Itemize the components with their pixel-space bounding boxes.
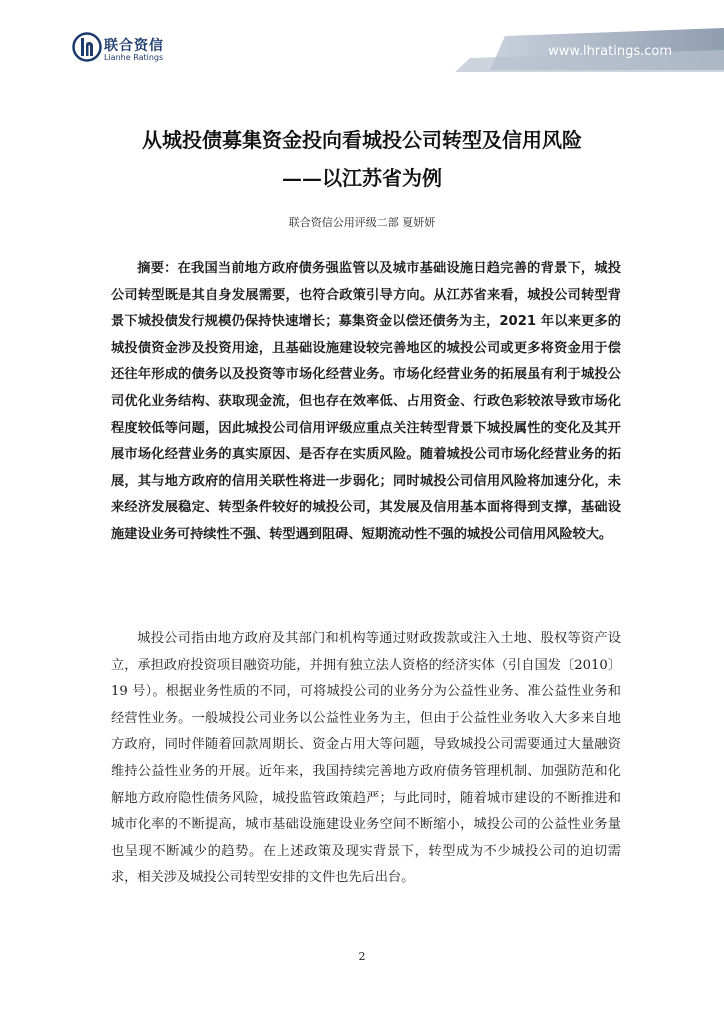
body-text: 城投公司指由地方政府及其部门和机构等通过财政拨款或注入土地、股权等资产设立，承担政府投资项目融资功能，并拥有独立法人资格的经济实体（引自国发〔2010〕19 号）。根据业务性质的不同，可将城投公司的业务分为公益性业务、准公益性业务和经营性业务。一般城投公司业务以公益性业务为主，但由于公益性业务收入大多来自地方政府，同时伴随着回款周期长、资金占用大等问题，导致城投公司需要通过大量融资维持公益性业务的开展。近年来，我国持续完善地方政府债务管理机制、加强防范和化解地方政府隐性债务风险，城投监管政策趋严；与此同时，随着城市建设的不断推进和城市化率的不断提高，城市基础设施建设业务空间不断缩小，城投公司的公益性业务量也呈现不断减少的趋势。在上述政策及现实背景下，转型成为不少城投公司的迫切需求，相关涉及城投公司转型安排的文件也先后出台。 <box>111 631 621 886</box>
page-header <box>0 0 724 80</box>
author-byline: 联合资信公用评级二部 夏妍妍 <box>288 216 436 229</box>
logo-english-name: Lianhe Ratings <box>104 53 164 62</box>
abstract-text: 摘要：在我国当前地方政府债务强监管以及城市基础设施日趋完善的背景下，城投公司转型既是其自身发展需要，也符合政策引导方向。从江苏省来看，城投公司转型背景下城投债发行规模仍保持快速增长；募集资金以偿还债务为主，2021 年以来更多的城投债资金涉及投资用途，且基础设施建设较完善地区的城投公司或更多将资金用于偿还往年形成的债务以及投资等市场化经营业务。市场化经营业务的拓展虽有利于城投公司优化业务结构、获取现金流，但也存在效率低、占用资金、行政色彩较浓导致市场化程度较低等问题，因此城投公司信用评级应重点关注转型背景下城投属性的变化及其开展市场化经营业务的真实原因、是否存在实质风险。随着城投公司市场化经营业务的拓展，其与地方政府的信用关联性将进一步弱化；同时城投公司信用风险将加速分化，未来经济发展稳定、转型条件较好的城投公司，其发展及信用基本面将得到支撑，基础设施建设业务可持续性不强、转型遇到阻碍、短期流动性不强的城投公司信用风险较大。 <box>111 261 621 542</box>
lianhe-logo-icon <box>72 32 102 62</box>
document-title: 从城投债募集资金投向看城投公司转型及信用风险 <box>142 128 582 152</box>
website-url[interactable]: www.lhratings.com <box>548 44 672 59</box>
abstract-paragraph <box>111 256 621 549</box>
body-paragraph <box>111 626 621 892</box>
document-subtitle: ——以江苏省为例 <box>282 166 442 190</box>
lianhe-logo <box>72 32 172 66</box>
logo-chinese-name: 联合资信 <box>104 38 164 54</box>
page-number: 2 <box>358 950 366 963</box>
